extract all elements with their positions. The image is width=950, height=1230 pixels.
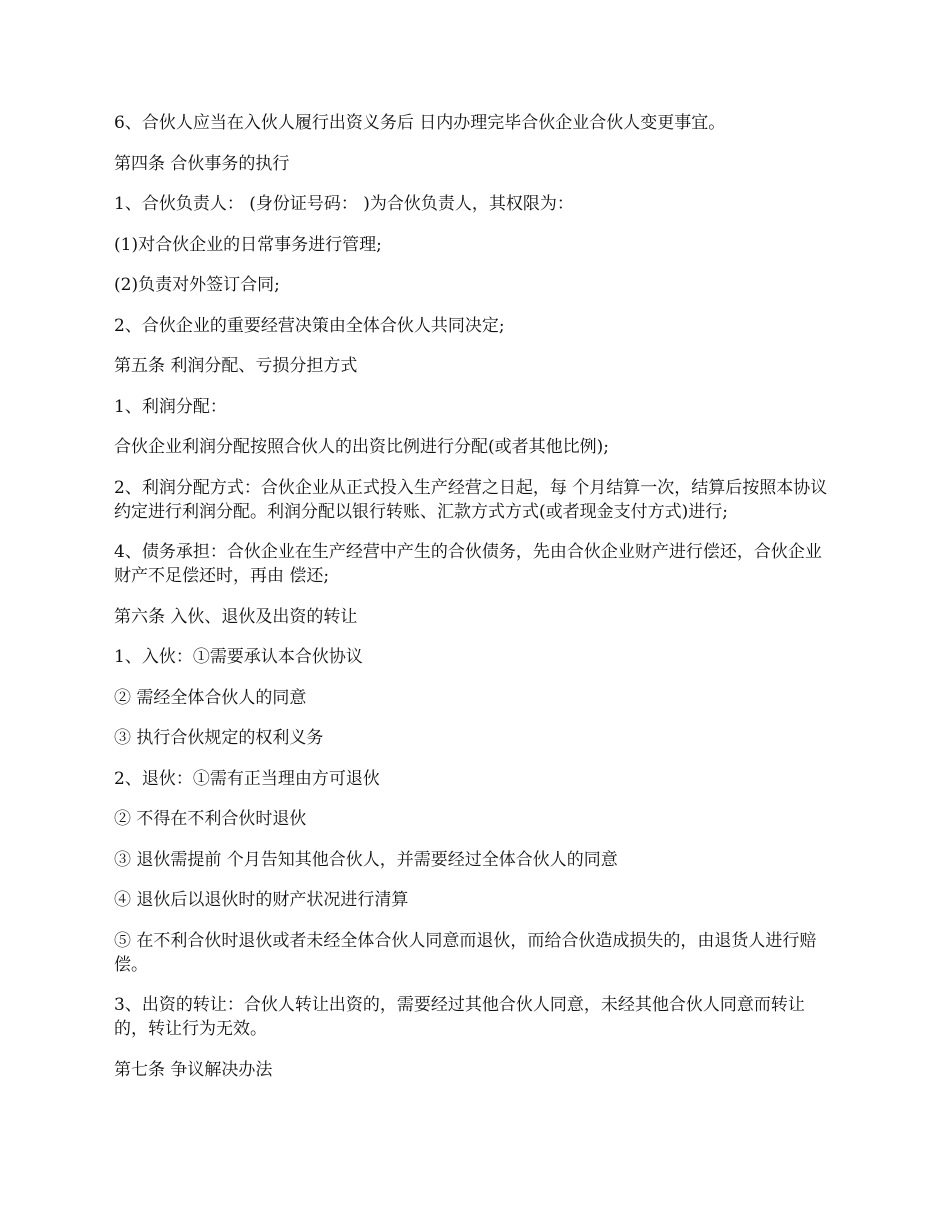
paragraph-withdrawal-5: ⑤ 在不利合伙时退伙或者未经全体合伙人同意而退伙，而给合伙造成损失的，由退货人进行赔偿。	[114, 930, 817, 975]
paragraph-admission-2: ② 需经全体合伙人的同意	[114, 687, 307, 708]
paragraph-profit-method: 2、利润分配方式：合伙企业从正式投入生产经营之日起，每 个月结算一次，结算后按照本协议约定进行利润分配。利润分配以银行转账、汇款方式方式(或者现金支付方式)进行;	[114, 477, 828, 522]
article-5-heading: 第五条 利润分配、亏损分担方式	[114, 356, 358, 376]
paragraph-withdrawal-4: ④ 退伙后以退伙时的财产状况进行清算	[114, 890, 409, 910]
paragraph-admission-3: ③ 执行合伙规定的权利义务	[114, 728, 324, 748]
paragraph-daily-management: (1)对合伙企业的日常事务进行管理;	[114, 234, 382, 255]
paragraph-profit-ratio: 合伙企业利润分配按照合伙人的出资比例进行分配(或者其他比例);	[114, 437, 609, 457]
paragraph-major-decisions: 2、合伙企业的重要经营决策由全体合伙人共同决定;	[114, 315, 505, 336]
paragraph-partner-in-charge: 1、合伙负责人： (身份证号码： )为合伙负责人，其权限为：	[114, 194, 574, 214]
article-6-heading: 第六条 入伙、退伙及出资的转让	[114, 606, 358, 627]
paragraph-clause-6-change: 6、合伙人应当在入伙人履行出资义务后 日内办理完毕合伙企业合伙人变更事宜。	[114, 113, 726, 133]
article-4-heading: 第四条 合伙事务的执行	[114, 153, 290, 174]
paragraph-debt-bearing: 4、债务承担：合伙企业在生产经营中产生的合伙债务，先由合伙企业财产进行偿还，合伙企业财产不足偿还时，再由 偿还;	[114, 542, 822, 586]
paragraph-profit-distribution: 1、利润分配：	[114, 396, 227, 417]
paragraph-capital-transfer: 3、出资的转让：合伙人转让出资的，需要经过其他合伙人同意，未经其他合伙人同意而转让的，转让行为无效。	[114, 995, 805, 1039]
paragraph-withdrawal-2: ② 不得在不利合伙时退伙	[114, 809, 307, 829]
article-7-heading: 第七条 争议解决办法	[114, 1059, 273, 1080]
document-body	[114, 111, 836, 1098]
paragraph-admission-1: 1、入伙：①需要承认本合伙协议	[114, 647, 363, 667]
paragraph-withdrawal-3: ③ 退伙需提前 个月告知其他合伙人，并需要经过全体合伙人的同意	[114, 849, 618, 870]
paragraph-sign-contracts: (2)负责对外签订合同;	[114, 275, 280, 295]
paragraph-withdrawal-1: 2、退伙：①需有正当理由方可退伙	[114, 768, 380, 789]
